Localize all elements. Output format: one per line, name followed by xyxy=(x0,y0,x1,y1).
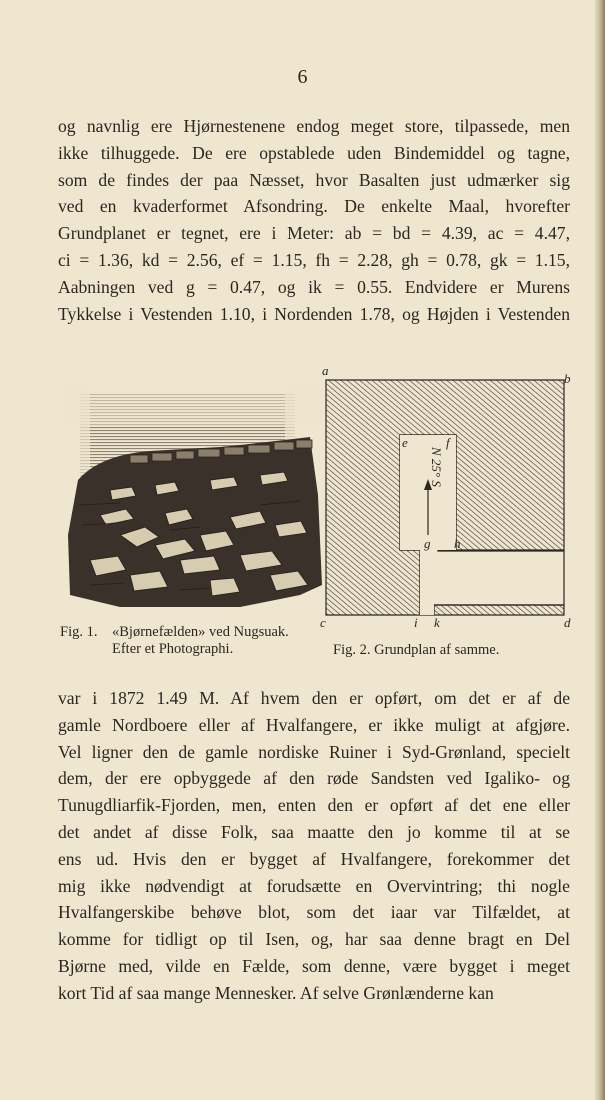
paragraph-2 xyxy=(58,685,570,1007)
point-label-a: a xyxy=(322,365,329,378)
point-label-g: g xyxy=(424,536,431,551)
figure-2-ground-plan xyxy=(316,365,574,635)
figure-1-label: Fig. 1. xyxy=(60,624,98,640)
paragraph-1 xyxy=(58,113,570,327)
point-label-h: h xyxy=(454,536,461,551)
point-label-i: i xyxy=(414,615,418,630)
text-line: gamle Nordboere eller af Hvalfangere, er ikke muligt at afgjøre. xyxy=(58,714,570,735)
text-line: som de findes der paa Næsset, hvor Basalten just udmærker sig xyxy=(58,169,570,190)
point-label-c: c xyxy=(320,615,326,630)
text-line: dem, der ere opbyggede af den røde Sandsten ved Igaliko- og xyxy=(58,768,570,789)
text-line: ci = 1.36, kd = 2.56, ef = 1.15, fh = 2.28, gh = 0.78, gk = 1.15, xyxy=(58,249,570,270)
text-line: kort Tid af saa mange Mennesker. Af selve Grønlænderne kan xyxy=(58,982,494,1003)
text-line: Grundplanet er tegnet, ere i Meter: ab = bd = 4.39, ac = 4.47, xyxy=(58,223,570,244)
figure-1-caption-line-2: Efter et Photographi. xyxy=(112,641,234,657)
orientation-label: N 25° S xyxy=(429,447,444,487)
page-number: 6 xyxy=(297,66,308,88)
text-line: ved en kvaderformet Afsondring. De enkelte Maal, hvorefter xyxy=(58,196,570,217)
point-label-b: b xyxy=(564,371,571,386)
figure-1-engraving xyxy=(60,385,322,610)
point-label-e: e xyxy=(402,435,408,450)
text-line: Tykkelse i Vestenden 1.10, i Nordenden 1.78, og Højden i Vestenden xyxy=(58,303,570,324)
text-line: komme for tidligt op til Isen, og, har saa denne bragt en Del xyxy=(58,929,570,950)
page-edge xyxy=(595,0,605,1100)
figure-2-caption: Fig. 2. Grundplan af samme. xyxy=(333,642,500,658)
text-line: mig ikke nødvendigt at forudsætte en Overvintring; thi nogle xyxy=(58,875,570,896)
text-line: Hvalfangerskibe behøve blot, som det iaar var Tilfældet, at xyxy=(58,902,570,923)
text-line: og navnlig ere Hjørnestenene endog meget store, tilpassede, men xyxy=(58,116,570,136)
point-label-f: f xyxy=(446,435,450,450)
text-line: ikke tilhuggede. De ere opstablede uden Bindemiddel og tagne, xyxy=(58,142,570,163)
text-line: Aabningen ved g = 0.47, og ik = 0.55. Endvidere er Murens xyxy=(58,276,570,297)
text-line: det andet af disse Folk, saa maatte den jo komme til at se xyxy=(58,821,570,842)
text-line: Tunugdliarfik-Fjorden, men, enten den er opført af det ene eller xyxy=(58,795,570,816)
point-label-d: d xyxy=(564,615,571,630)
text-line: var i 1872 1.49 M. Af hvem den er opført, om det er af de xyxy=(58,688,570,708)
figure-1-caption-line-1: «Bjørnefælden» ved Nugsuak. xyxy=(112,624,289,640)
point-label-k: k xyxy=(434,615,440,630)
text-line: Bjørne med, vilde en Fælde, som denne, være bygget i meget xyxy=(58,955,570,976)
text-line: ens ud. Hvis den er bygget af Hvalfangere, forekommer det xyxy=(58,848,570,869)
text-line: Vel ligner den de gamle nordiske Ruiner i Syd-Grønland, specielt xyxy=(58,741,570,762)
